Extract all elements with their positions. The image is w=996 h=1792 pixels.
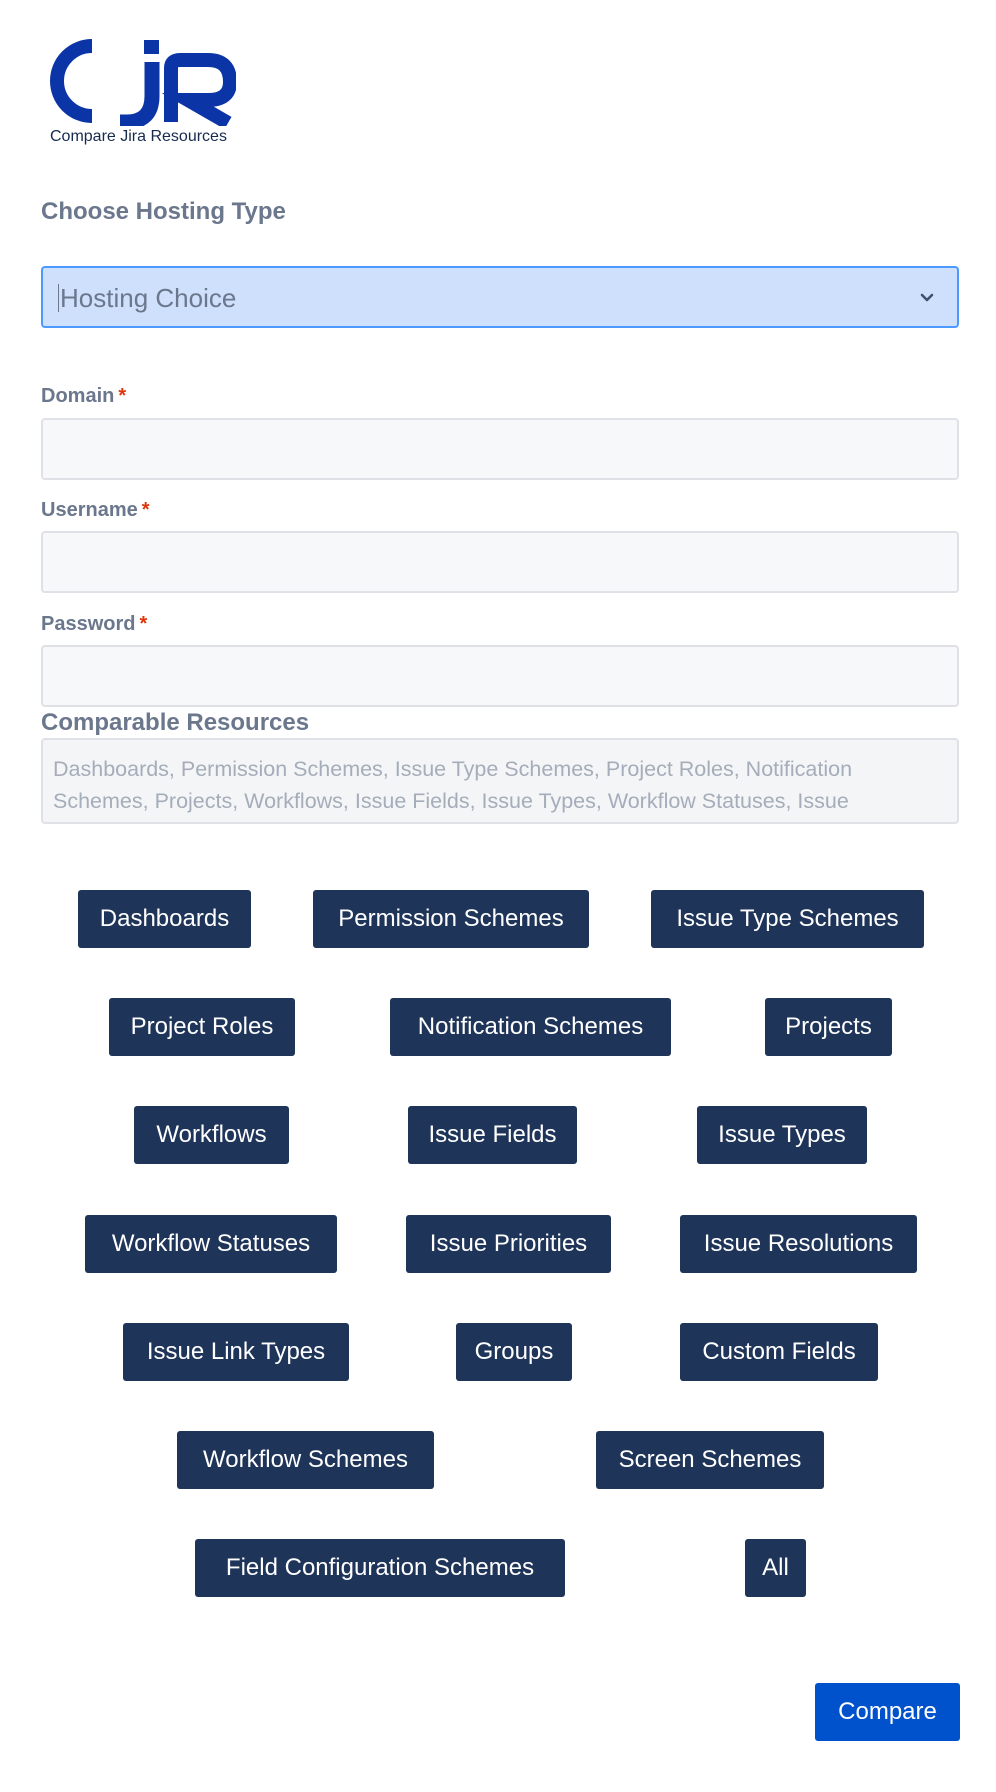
chip-workflows[interactable]: Workflows xyxy=(134,1106,289,1164)
chip-projects[interactable]: Projects xyxy=(765,998,892,1056)
chip-project-roles[interactable]: Project Roles xyxy=(109,998,295,1056)
chip-workflow-schemes[interactable]: Workflow Schemes xyxy=(177,1431,434,1489)
chip-issue-fields[interactable]: Issue Fields xyxy=(408,1106,577,1164)
resources-multiselect[interactable]: Dashboards, Permission Schemes, Issue Type Schemes, Project Roles, Notification Schemes, Projects, Workflows, Issue Fields, Issue Types, Workflow Statuses, Issue xyxy=(41,738,959,824)
password-label: Password * xyxy=(41,613,148,635)
username-label: Username * xyxy=(41,499,150,521)
chip-custom-fields[interactable]: Custom Fields xyxy=(680,1323,878,1381)
chip-permission-schemes[interactable]: Permission Schemes xyxy=(313,890,589,948)
text-caret xyxy=(58,284,59,312)
hosting-select[interactable] xyxy=(41,266,959,328)
chip-dashboards[interactable]: Dashboards xyxy=(78,890,251,948)
hosting-placeholder: Hosting Choice xyxy=(60,283,237,313)
required-mark: * xyxy=(118,385,127,407)
logo xyxy=(40,38,236,146)
password-input[interactable] xyxy=(41,645,959,707)
chip-issue-types[interactable]: Issue Types xyxy=(697,1106,867,1164)
chevron-down-icon xyxy=(919,290,935,306)
chip-workflow-statuses[interactable]: Workflow Statuses xyxy=(85,1215,337,1273)
cjr-logo-icon xyxy=(40,38,236,126)
chip-field-configuration-schemes[interactable]: Field Configuration Schemes xyxy=(195,1539,565,1597)
logo-caption: Compare Jira Resources xyxy=(50,128,227,145)
username-input[interactable] xyxy=(41,531,959,593)
chip-issue-resolutions[interactable]: Issue Resolutions xyxy=(680,1215,917,1273)
required-mark: * xyxy=(139,613,148,635)
domain-input[interactable] xyxy=(41,418,959,480)
compare-button[interactable]: Compare xyxy=(815,1683,960,1741)
resources-title: Comparable Resources xyxy=(41,709,310,736)
chip-issue-priorities[interactable]: Issue Priorities xyxy=(406,1215,611,1273)
hosting-title: Choose Hosting Type xyxy=(41,198,286,225)
chip-groups[interactable]: Groups xyxy=(456,1323,572,1381)
required-mark: * xyxy=(141,499,150,521)
chip-screen-schemes[interactable]: Screen Schemes xyxy=(596,1431,824,1489)
chip-issue-link-types[interactable]: Issue Link Types xyxy=(123,1323,349,1381)
chip-issue-type-schemes[interactable]: Issue Type Schemes xyxy=(651,890,924,948)
chip-notification-schemes[interactable]: Notification Schemes xyxy=(390,998,671,1056)
chip-all[interactable]: All xyxy=(745,1539,806,1597)
domain-label: Domain * xyxy=(41,385,127,407)
